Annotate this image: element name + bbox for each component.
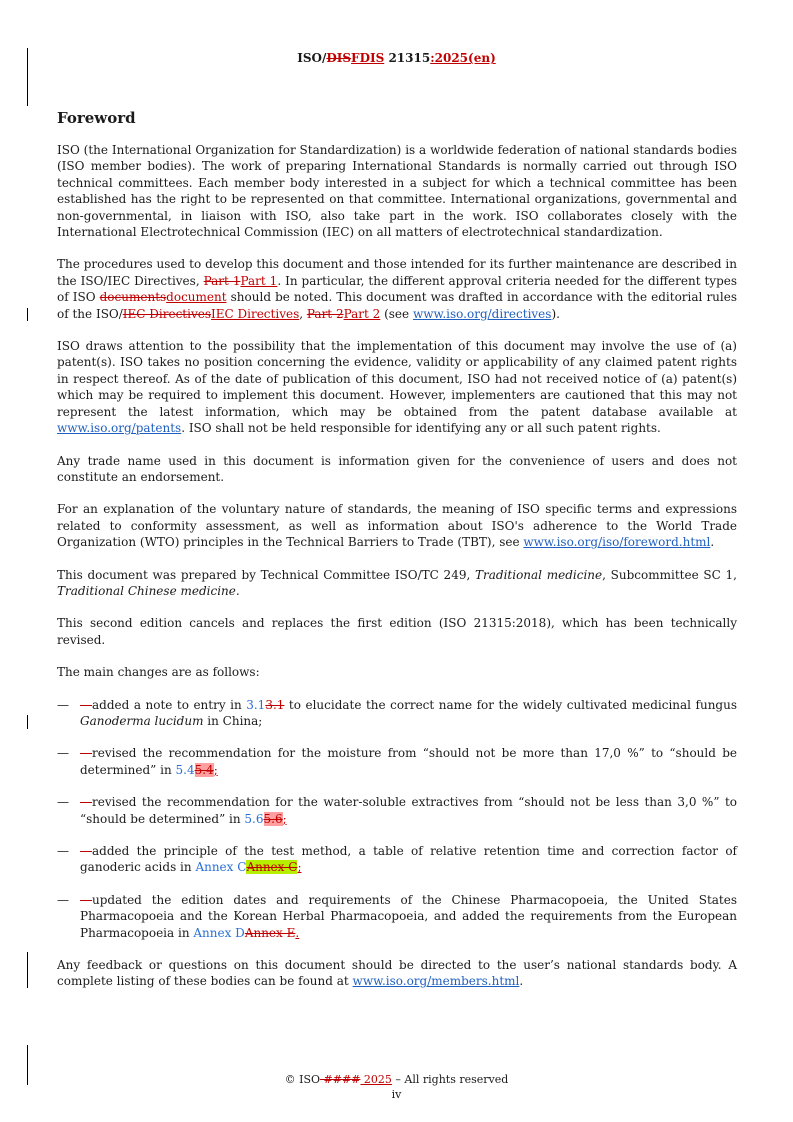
- inserted-text: ;: [282, 811, 287, 826]
- page-footer: [0, 1072, 793, 1102]
- paragraph-committee: This document was prepared by Technical Committee ISO/TC 249, Traditional medicine, Subcommittee SC 1, Traditional Chinese medicine.: [57, 567, 737, 598]
- inserted-text: :2025(en): [430, 51, 496, 65]
- clause-reference[interactable]: 5.4: [175, 762, 195, 777]
- annex-reference[interactable]: Annex C: [195, 860, 247, 875]
- inserted-text: Part 2: [343, 306, 381, 321]
- paragraph-voluntary-nature: For an explanation of the voluntary nature of standards, the meaning of ISO specific terms and expressions related to conformity assessment, as well as information about ISO's adherence to the World Trade Organization (WTO) principles in the Technical Barriers to Trade (TBT), see www.iso.org/iso/foreword.html.: [57, 502, 737, 550]
- deleted-text: ####: [320, 1073, 361, 1086]
- deleted-text: —: [80, 795, 92, 810]
- list-item: — —revised the recommendation for the water-soluble extractives from “should not be less than 3,0 %” to “should be determined” in 5.65.6;: [57, 795, 737, 826]
- members-link[interactable]: www.iso.org/members.html: [352, 974, 520, 989]
- inserted-text: ;: [297, 860, 302, 875]
- deleted-text: —: [80, 697, 92, 712]
- inserted-text: FDIS: [351, 51, 385, 65]
- header-number: 21315: [384, 51, 431, 65]
- paragraph-edition: This second edition cancels and replaces the first edition (ISO 21315:2018), which has been technically revised.: [57, 616, 737, 647]
- paragraph-patents: ISO draws attention to the possibility that the implementation of this document may involve the use of (a) patent(s). ISO takes no position concerning the evidence, validity or applicability of any claimed patent rights in respect thereof. As of the date of publication of this document, ISO had not received notice of (a) patent(s) which may be required to implement this document. However, implementers are cautioned that this may not represent the latest information, which may be obtained from the patent database available at www.iso.org/patents. ISO shall not be held responsible for identifying any or all such patent rights.: [57, 339, 737, 436]
- paragraph-feedback: Any feedback or questions on this document should be directed to the user’s national standards body. A complete listing of these bodies can be found at www.iso.org/members.html.: [57, 958, 737, 989]
- paragraph-procedures: The procedures used to develop this document and those intended for its further maintenance are described in the ISO/IEC Directives, Part 1Part 1. In particular, the different approval criteria needed for the different types of ISO documentsdocument should be noted. This document was drafted in accordance with the editorial rules of the ISO/IEC DirectivesIEC Directives, Part 2Part 2 (see www.iso.org/directives).: [57, 257, 738, 321]
- inserted-text: Part 1: [240, 273, 278, 288]
- inserted-text: document: [166, 290, 227, 305]
- paragraph-iso-intro: ISO (the International Organization for Standardization) is a worldwide federation of national standards bodies (ISO member bodies). The work of preparing International Standards is normally carried out through ISO technical committees. Each member body interested in a subject for which a technical committee has been established has the right to be represented on that committee. International organizations, governmental and non-governmental, in liaison with ISO, also take part in the work. ISO collaborates closely with the International Electrotechnical Commission (IEC) on all matters of electrotechnical standardization.: [57, 143, 737, 240]
- main-content: [57, 108, 737, 1006]
- inserted-text: ;: [213, 762, 218, 777]
- list-item: — —added a note to entry in 3.13.1 to elucidate the correct name for the widely cultivated medicinal fungus Ganoderma lucidum in China;: [57, 697, 737, 728]
- deleted-text: 5.4: [194, 762, 214, 777]
- deleted-text: 5.6: [263, 811, 283, 826]
- patents-link[interactable]: www.iso.org/patents: [57, 421, 182, 436]
- header-prefix: ISO/: [297, 51, 327, 65]
- directives-link[interactable]: www.iso.org/directives: [412, 306, 552, 321]
- change-bar: [27, 715, 28, 729]
- inserted-text: 2025: [360, 1073, 392, 1086]
- deleted-text: IEC Directives: [122, 306, 212, 321]
- deleted-text: —: [80, 892, 92, 907]
- list-item: — —revised the recommendation for the moisture from “should not be more than 17,0 %” to “should be determined” in 5.45.4;: [57, 746, 737, 777]
- deleted-text: documents: [99, 290, 167, 305]
- page-number: iv: [391, 1088, 402, 1101]
- deleted-text: Annex E: [244, 925, 296, 940]
- deleted-text: DIS: [326, 51, 352, 65]
- foreword-link[interactable]: www.iso.org/iso/foreword.html: [523, 535, 711, 550]
- clause-reference[interactable]: 5.6: [244, 811, 264, 826]
- list-item: — —added the principle of the test method, a table of relative retention time and correction factor of ganoderic acids in Annex CAnnex C;: [57, 844, 737, 875]
- deleted-text: Annex C: [246, 860, 298, 875]
- change-bar: [27, 952, 28, 988]
- deleted-text: —: [80, 844, 92, 858]
- paragraph-trade-name: Any trade name used in this document is information given for the convenience of users and does not constitute an endorsement.: [57, 453, 737, 484]
- paragraph-changes-intro: The main changes are as follows:: [57, 665, 260, 680]
- inserted-text: .: [295, 925, 300, 940]
- deleted-text: —: [80, 746, 92, 761]
- clause-reference[interactable]: 3.1: [246, 697, 266, 712]
- inserted-text: IEC Directives: [211, 306, 300, 321]
- page-header: [0, 51, 793, 65]
- change-bar: [27, 308, 28, 321]
- list-item: — —updated the edition dates and requirements of the Chinese Pharmacopoeia, the United States Pharmacopoeia and the Korean Herbal Pharmacopoeia, and added the requirements from the European Pharmacopoeia in Annex DAnnex E.: [57, 892, 737, 940]
- deleted-text: Part 2: [306, 306, 344, 321]
- page-title: Foreword: [57, 109, 136, 127]
- annex-reference[interactable]: Annex D: [193, 925, 245, 940]
- deleted-text: 3.1: [265, 697, 285, 712]
- deleted-text: Part 1: [203, 273, 241, 288]
- copyright-line: © ISO #### 2025 – All rights reserved: [284, 1073, 509, 1086]
